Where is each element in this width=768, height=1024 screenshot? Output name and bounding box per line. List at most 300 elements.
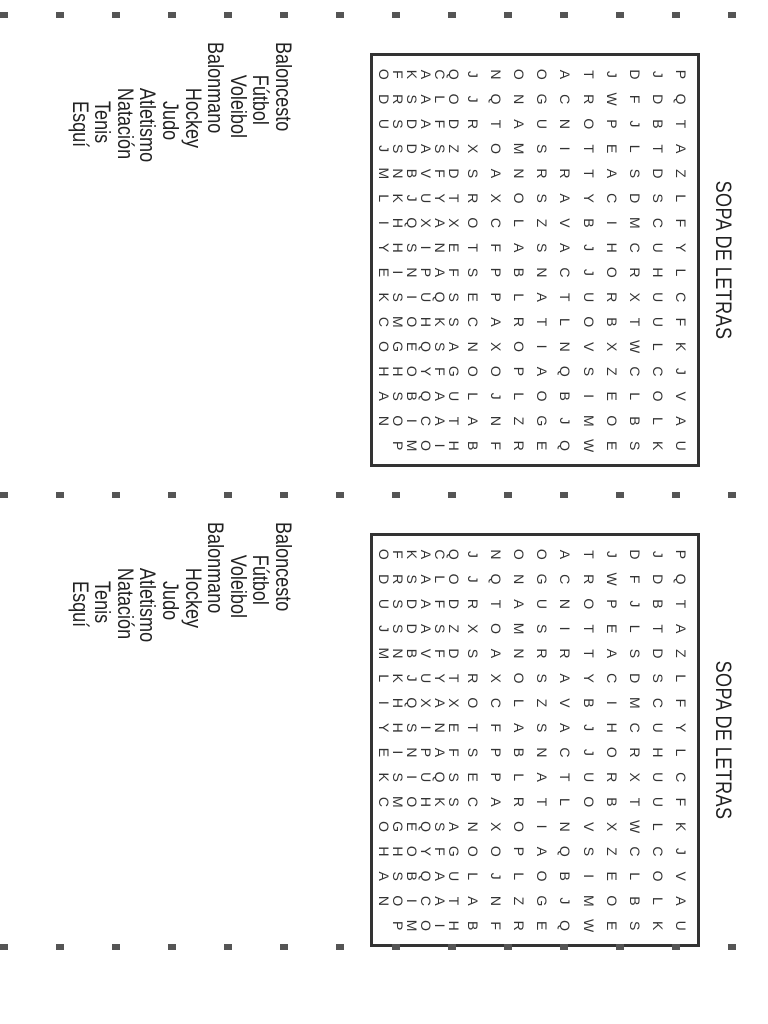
grid-letter: E	[603, 391, 620, 401]
grid-letter: R	[390, 94, 406, 105]
grid-letter: I	[580, 394, 597, 399]
grid-letter: Q	[673, 93, 690, 105]
grid-letter: M	[580, 895, 597, 907]
grid-letter: K	[404, 549, 420, 560]
word-list-item: Hockey	[180, 567, 206, 629]
grid-letter: Q	[487, 93, 504, 105]
grid-letter: S	[446, 772, 462, 782]
grid-letter: G	[390, 821, 406, 833]
grid-letter: U	[650, 772, 667, 783]
grid-letter: C	[673, 292, 690, 303]
grid-letter: O	[418, 440, 434, 452]
grid-letter: U	[650, 292, 667, 303]
word-list-item: Esquí	[67, 581, 93, 628]
grid-letter: O	[376, 821, 392, 833]
grid-letter: M	[511, 622, 528, 635]
grid-letter: D	[627, 549, 644, 560]
grid-letter: B	[404, 871, 420, 881]
grid-letter: T	[627, 317, 644, 327]
grid-letter: T	[534, 317, 551, 327]
grid-letter: A	[534, 366, 551, 377]
grid-letter: E	[446, 722, 462, 733]
grid-letter: Q	[557, 440, 574, 452]
grid-letter: R	[511, 316, 528, 327]
grid-letter: P	[511, 366, 528, 377]
grid-letter: T	[446, 193, 462, 203]
grid-letter: Y	[673, 242, 690, 253]
grid-letter: C	[557, 267, 574, 278]
grid-letter: N	[487, 69, 504, 80]
grid-letter: I	[557, 146, 574, 151]
grid-letter: O	[464, 217, 481, 229]
grid-letter: P	[487, 772, 504, 782]
grid-letter: U	[580, 292, 597, 303]
grid-letter: O	[487, 623, 504, 635]
grid-letter: T	[580, 70, 597, 79]
grid-letter: S	[390, 119, 406, 129]
grid-letter: A	[432, 871, 448, 881]
grid-letter: O	[487, 143, 504, 155]
grid-letter: C	[464, 796, 481, 807]
grid-letter: Y	[376, 722, 392, 733]
grid-letter: E	[534, 440, 551, 451]
grid-letter: L	[432, 95, 448, 104]
grid-letter: Q	[446, 548, 462, 560]
grid-letter: O	[404, 365, 420, 377]
grid-letter: F	[673, 218, 690, 228]
grid-letter: U	[650, 722, 667, 733]
grid-letter: Z	[511, 896, 528, 906]
grid-letter: G	[534, 93, 551, 105]
grid-letter: M	[580, 415, 597, 427]
grid-letter: R	[534, 168, 551, 179]
grid-letter: T	[446, 896, 462, 906]
grid-letter: H	[390, 846, 406, 857]
grid-letter: G	[534, 415, 551, 427]
grid-letter: B	[511, 267, 528, 278]
grid-letter: W	[603, 572, 620, 586]
grid-letter: C	[557, 94, 574, 105]
grid-letter: I	[603, 220, 620, 225]
grid-letter: E	[404, 821, 420, 832]
grid-letter: O	[446, 573, 462, 585]
grid-letter: P	[487, 267, 504, 278]
grid-letter: J	[580, 244, 597, 252]
grid-letter: C	[650, 697, 667, 708]
grid-letter: X	[418, 698, 434, 708]
grid-letter: S	[432, 623, 448, 634]
grid-letter: D	[650, 574, 667, 585]
grid-letter: V	[580, 821, 597, 832]
grid-letter: R	[390, 574, 406, 585]
grid-letter: Q	[418, 870, 434, 882]
grid-letter: O	[650, 390, 667, 402]
grid-letter: W	[627, 820, 644, 834]
cut-line-middle	[0, 492, 768, 498]
grid-letter: I	[418, 725, 434, 730]
word-list-item: Fútbol	[248, 554, 274, 605]
grid-letter: O	[511, 341, 528, 353]
grid-letter: F	[432, 119, 448, 129]
grid-letter: L	[650, 416, 667, 425]
grid-letter: O	[376, 548, 392, 560]
grid-letter: A	[432, 267, 448, 278]
grid-letter: S	[580, 846, 597, 857]
grid-letter: Y	[376, 242, 392, 253]
grid-letter: T	[627, 797, 644, 807]
grid-letter: L	[511, 293, 528, 302]
grid-letter: A	[487, 648, 504, 659]
grid-letter: A	[446, 341, 462, 352]
grid-letter: T	[650, 624, 667, 633]
grid-letter: A	[446, 821, 462, 832]
grid-letter: Y	[418, 846, 434, 857]
grid-letter: M	[376, 647, 392, 660]
grid-letter: A	[557, 69, 574, 80]
grid-letter: O	[603, 746, 620, 758]
grid-letter: G	[534, 573, 551, 585]
grid-letter: Y	[580, 193, 597, 203]
grid-letter: O	[404, 796, 420, 808]
grid-letter: C	[418, 415, 434, 426]
grid-letter: C	[650, 366, 667, 377]
grid-letter: J	[627, 600, 644, 608]
grid-letter: U	[673, 920, 690, 931]
grid-letter: Q	[404, 697, 420, 709]
grid-letter: K	[650, 920, 667, 931]
grid-letter: J	[673, 367, 690, 375]
grid-letter: H	[418, 796, 434, 807]
grid-letter: S	[650, 193, 667, 203]
grid-letter: P	[511, 846, 528, 857]
grid-letter: L	[511, 218, 528, 227]
grid-letter: O	[464, 365, 481, 377]
grid-letter: O	[511, 672, 528, 684]
grid-letter: R	[603, 772, 620, 783]
grid-letter: A	[487, 317, 504, 327]
grid-letter: G	[446, 365, 462, 377]
grid-letter: A	[603, 648, 620, 659]
grid-letter: A	[432, 218, 448, 228]
grid-letter: A	[418, 623, 434, 634]
grid-letter: F	[487, 723, 504, 732]
grid-letter: U	[580, 772, 597, 783]
grid-letter: U	[446, 391, 462, 402]
grid-letter: K	[650, 440, 667, 451]
grid-letter: A	[557, 193, 574, 203]
grid-letter: T	[580, 649, 597, 658]
grid-letter: F	[627, 574, 644, 584]
grid-letter: K	[404, 69, 420, 80]
grid-letter: C	[627, 242, 644, 253]
grid-letter: N	[390, 168, 406, 179]
grid-letter: T	[487, 119, 504, 129]
grid-letter: B	[603, 797, 620, 807]
word-list-item: Atletismo	[135, 567, 161, 643]
grid-letter: L	[673, 674, 690, 683]
grid-letter: S	[464, 747, 481, 758]
grid-letter: Z	[603, 847, 620, 856]
grid-letter: O	[418, 920, 434, 932]
grid-letter: O	[650, 870, 667, 882]
grid-letter: H	[418, 316, 434, 327]
grid-letter: T	[650, 144, 667, 153]
grid-letter: A	[557, 722, 574, 733]
grid-letter: U	[446, 871, 462, 882]
grid-letter: S	[627, 920, 644, 931]
grid-letter: A	[557, 549, 574, 560]
grid-letter: F	[487, 243, 504, 252]
grid-letter: C	[376, 796, 392, 807]
grid-letter: M	[627, 697, 644, 709]
grid-letter: F	[673, 698, 690, 708]
grid-letter: X	[603, 341, 620, 352]
grid-letter: O	[376, 341, 392, 353]
grid-letter: F	[673, 317, 690, 327]
grid-letter: V	[418, 168, 434, 179]
word-list-item: Fútbol	[248, 74, 274, 125]
grid-letter: N	[404, 267, 420, 278]
grid-letter: X	[627, 772, 644, 782]
grid-letter: T	[446, 673, 462, 683]
grid-letter: B	[603, 317, 620, 327]
grid-letter: F	[446, 268, 462, 277]
cut-line-bottom	[0, 944, 768, 950]
grid-letter: Z	[534, 218, 551, 228]
letter-grid	[370, 533, 700, 947]
grid-letter: H	[650, 747, 667, 758]
grid-letter: P	[487, 747, 504, 758]
grid-letter: Y	[432, 673, 448, 683]
word-list-item: Voleibol	[225, 554, 251, 619]
grid-letter: B	[650, 119, 667, 129]
grid-letter: X	[487, 193, 504, 203]
grid-letter: L	[557, 317, 574, 326]
grid-letter: T	[580, 550, 597, 559]
grid-letter: D	[650, 94, 667, 105]
grid-letter: H	[376, 846, 392, 857]
grid-letter: D	[404, 623, 420, 634]
grid-letter: X	[464, 143, 481, 154]
grid-letter: X	[627, 292, 644, 302]
grid-letter: N	[432, 722, 448, 733]
grid-letter: Z	[673, 649, 690, 658]
grid-letter: A	[464, 896, 481, 906]
word-list-item: Balonmano	[203, 42, 229, 134]
grid-letter: S	[446, 797, 462, 807]
grid-letter: M	[404, 439, 420, 452]
grid-letter: I	[404, 418, 420, 423]
grid-letter: E	[603, 920, 620, 931]
grid-letter: O	[464, 845, 481, 857]
grid-letter: I	[534, 824, 551, 829]
grid-letter: R	[557, 168, 574, 179]
grid-letter: N	[511, 574, 528, 585]
grid-letter: M	[511, 142, 528, 155]
grid-letter: A	[673, 416, 690, 426]
grid-letter: L	[673, 748, 690, 757]
grid-letter: S	[534, 722, 551, 733]
grid-letter: V	[557, 218, 574, 228]
grid-letter: O	[534, 870, 551, 882]
grid-letter: H	[603, 722, 620, 733]
grid-letter: F	[432, 847, 448, 856]
grid-letter: C	[627, 366, 644, 377]
grid-letter: I	[404, 898, 420, 903]
grid-letter: L	[673, 268, 690, 277]
grid-letter: S	[404, 94, 420, 104]
grid-letter: P	[487, 292, 504, 302]
grid-letter: A	[511, 722, 528, 733]
grid-letter: S	[534, 143, 551, 154]
grid-letter: S	[390, 623, 406, 634]
grid-letter: E	[603, 623, 620, 634]
grid-letter: F	[432, 169, 448, 178]
grid-letter: Z	[446, 624, 462, 633]
grid-letter: V	[418, 648, 434, 659]
grid-letter: K	[673, 341, 690, 352]
word-list	[68, 42, 294, 188]
grid-letter: L	[432, 575, 448, 584]
grid-letter: L	[627, 144, 644, 153]
letter-grid	[370, 53, 700, 467]
grid-letter: R	[534, 648, 551, 659]
grid-letter: J	[487, 392, 504, 400]
grid-letter: R	[580, 574, 597, 585]
grid-letter: S	[390, 292, 406, 302]
grid-letter: U	[418, 772, 434, 783]
grid-letter: U	[376, 118, 392, 129]
grid-letter: A	[418, 143, 434, 154]
grid-letter: J	[376, 145, 392, 153]
word-list-item: Atletismo	[135, 87, 161, 163]
grid-letter: B	[464, 440, 481, 451]
grid-letter: J	[580, 724, 597, 732]
grid-letter: I	[390, 270, 406, 275]
grid-letter: J	[580, 268, 597, 276]
grid-letter: J	[603, 550, 620, 558]
grid-letter: C	[627, 846, 644, 857]
grid-letter: A	[557, 673, 574, 683]
grid-letter: U	[418, 193, 434, 204]
grid-letter: Z	[673, 169, 690, 178]
grid-letter: S	[534, 673, 551, 683]
grid-letter: D	[446, 118, 462, 129]
grid-letter: A	[418, 599, 434, 609]
grid-letter: J	[557, 417, 574, 425]
grid-letter: B	[404, 168, 420, 179]
grid-letter: J	[487, 872, 504, 880]
grid-letter: L	[511, 872, 528, 881]
worksheet-title: SOPA DE LETRAS	[711, 180, 736, 340]
grid-letter: R	[557, 648, 574, 659]
grid-letter: A	[511, 119, 528, 129]
grid-letter: O	[534, 68, 551, 80]
grid-letter: Y	[580, 673, 597, 683]
grid-letter: S	[446, 292, 462, 302]
grid-letter: H	[390, 697, 406, 708]
grid-letter: O	[390, 895, 406, 907]
grid-letter: A	[487, 797, 504, 807]
worksheet-copy-2	[0, 500, 768, 980]
grid-letter: A	[511, 599, 528, 609]
grid-letter: J	[404, 194, 420, 202]
word-list-item: Judo	[158, 101, 184, 141]
grid-letter: E	[464, 772, 481, 782]
worksheet-title: SOPA DE LETRAS	[711, 660, 736, 820]
word-list-item: Tenis	[90, 581, 116, 624]
grid-letter: A	[534, 846, 551, 857]
grid-letter: L	[557, 797, 574, 806]
grid-letter: N	[376, 415, 392, 426]
grid-letter: A	[418, 574, 434, 584]
grid-letter: N	[487, 415, 504, 426]
grid-letter: B	[557, 871, 574, 881]
grid-letter: I	[603, 700, 620, 705]
grid-letter: P	[390, 920, 406, 931]
grid-letter: T	[464, 243, 481, 252]
grid-letter: U	[673, 440, 690, 451]
grid-letter: S	[534, 242, 551, 253]
grid-letter: W	[580, 919, 597, 933]
grid-letter: C	[650, 846, 667, 857]
grid-letter: O	[580, 316, 597, 328]
grid-letter: S	[404, 722, 420, 733]
grid-letter: G	[390, 341, 406, 353]
grid-letter: O	[534, 548, 551, 560]
grid-letter: A	[511, 242, 528, 253]
grid-letter: P	[673, 69, 690, 80]
grid-letter: J	[627, 120, 644, 128]
grid-letter: H	[603, 242, 620, 253]
grid-letter: J	[650, 70, 667, 78]
grid-letter: E	[464, 292, 481, 302]
grid-letter: P	[418, 747, 434, 758]
grid-letter: S	[390, 599, 406, 609]
grid-letter: A	[418, 119, 434, 129]
grid-letter: A	[376, 391, 392, 401]
grid-letter: V	[580, 341, 597, 352]
grid-letter: B	[464, 920, 481, 931]
word-list-item: Balonmano	[203, 522, 229, 614]
grid-letter: H	[446, 920, 462, 931]
grid-letter: E	[376, 747, 392, 758]
grid-letter: O	[580, 118, 597, 130]
grid-letter: T	[446, 416, 462, 426]
word-list-item: Voleibol	[225, 74, 251, 139]
grid-letter: C	[603, 193, 620, 204]
grid-letter: T	[673, 119, 690, 129]
grid-letter: D	[404, 118, 420, 129]
grid-letter: N	[511, 94, 528, 105]
grid-letter: J	[650, 550, 667, 558]
grid-letter: T	[534, 797, 551, 807]
grid-letter: A	[432, 416, 448, 426]
grid-letter: D	[404, 598, 420, 609]
grid-letter: W	[580, 439, 597, 453]
grid-letter: O	[603, 895, 620, 907]
grid-letter: E	[376, 267, 392, 278]
grid-letter: F	[432, 599, 448, 609]
grid-letter: S	[534, 623, 551, 634]
grid-letter: D	[404, 143, 420, 154]
grid-letter: D	[446, 168, 462, 179]
grid-letter: E	[446, 242, 462, 253]
grid-letter: B	[627, 416, 644, 426]
grid-letter: A	[673, 896, 690, 906]
grid-letter: A	[464, 416, 481, 426]
grid-letter: I	[390, 750, 406, 755]
